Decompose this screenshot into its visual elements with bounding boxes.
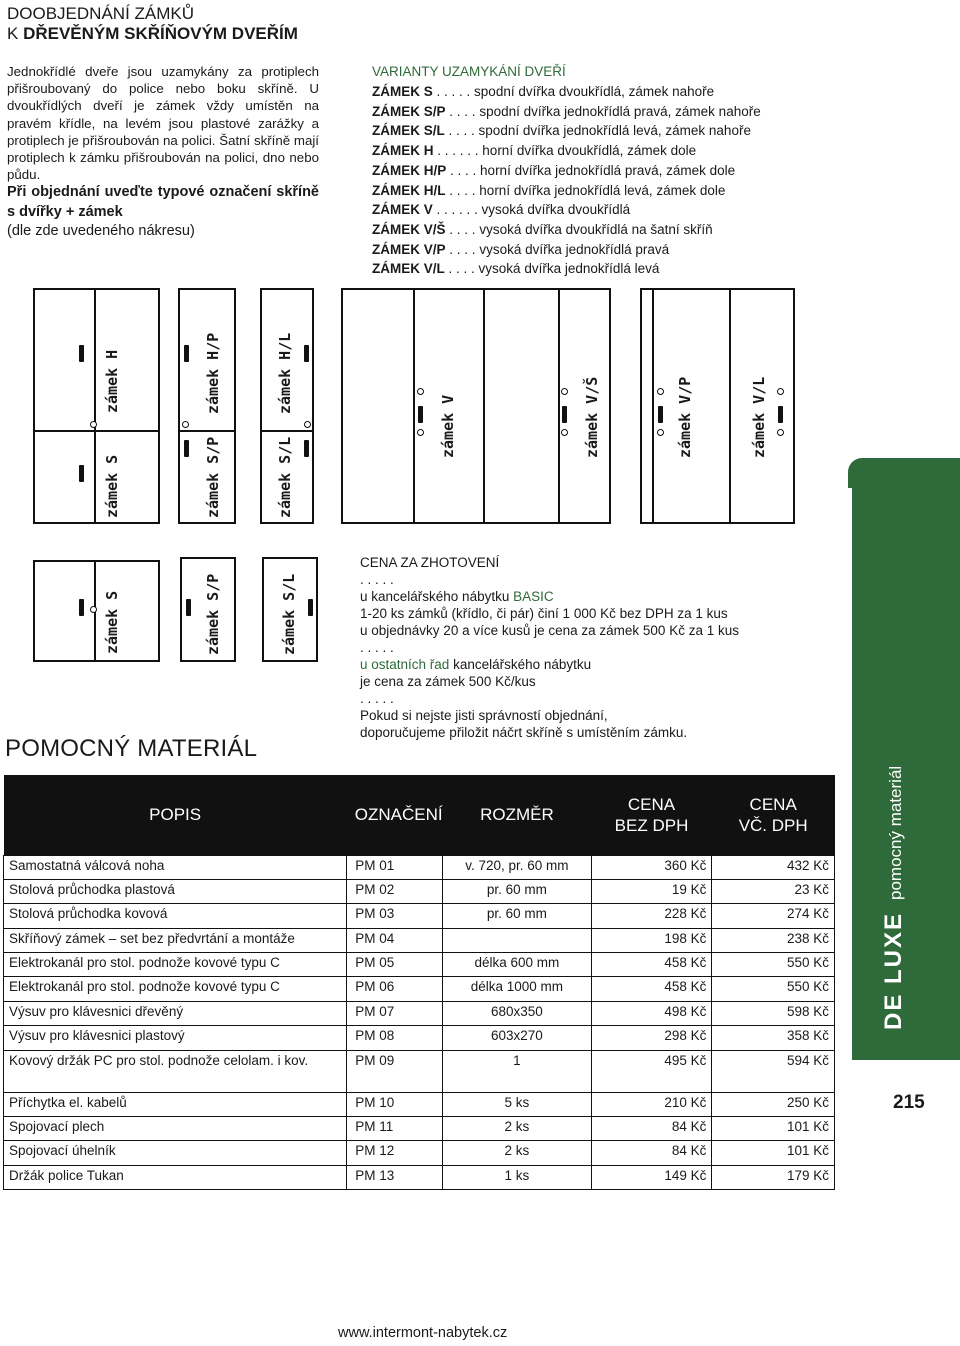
label-zamek-v: zámek V — [439, 394, 457, 458]
order-note-normal: (dle zde uvedeného nákresu) — [7, 223, 195, 239]
cell-cena-vc-dph: 358 Kč — [712, 1026, 835, 1050]
table-row — [4, 1050, 835, 1092]
cell-cena-bez-dph: 149 Kč — [591, 1165, 712, 1189]
cell-popis: Stolová průchodka kovová — [4, 904, 347, 928]
cell-oznaceni: PM 02 — [347, 879, 443, 903]
cell-cena-vc-dph: 594 Kč — [712, 1050, 835, 1092]
variant-item: ZÁMEK V/Š . . . . vysoká dvířka dvoukřídlá na šatní skříň — [372, 221, 713, 237]
cell-cena-vc-dph: 274 Kč — [712, 904, 835, 928]
header-rozmer: ROZMĚR — [443, 775, 592, 855]
cell-cena-bez-dph: 495 Kč — [591, 1050, 712, 1092]
label-zamek-sp-2: zámek S/P — [204, 573, 222, 655]
price-heading: CENA ZA ZHOTOVENÍ — [360, 555, 500, 570]
variant-item: ZÁMEK S . . . . . spodní dvířka dvoukřídlá, zámek nahoře — [372, 84, 715, 99]
cell-popis: Elektrokanál pro stol. podnože kovové typu C — [4, 953, 347, 977]
cabinet-diagram-v-vs — [341, 288, 611, 524]
cell-cena-vc-dph: 179 Kč — [712, 1165, 835, 1189]
variants-list — [372, 82, 761, 279]
label-zamek-sp: zámek S/P — [204, 436, 222, 518]
cell-popis: Spojovací plech — [4, 1117, 347, 1141]
variant-item: ZÁMEK S/L . . . . spodní dvířka jednokřídlá levá, zámek nahoře — [372, 123, 751, 139]
cell-popis: Stolová průchodka plastová — [4, 879, 347, 903]
table-row — [4, 904, 835, 928]
label-zamek-hp: zámek H/P — [204, 332, 222, 414]
cell-rozmer: délka 600 mm — [443, 953, 592, 977]
cell-rozmer: v. 720, pr. 60 mm — [443, 855, 592, 879]
cell-rozmer — [443, 928, 592, 952]
variant-item: ZÁMEK V/L . . . . vysoká dvířka jednokřídlá levá — [372, 261, 660, 277]
cell-oznaceni: PM 05 — [347, 953, 443, 977]
cell-cena-bez-dph: 498 Kč — [591, 1001, 712, 1025]
cabinet-diagram-hl-sl — [260, 288, 314, 524]
cell-popis: Spojovací úhelník — [4, 1141, 347, 1165]
cell-rozmer: 603x270 — [443, 1026, 592, 1050]
order-note — [7, 183, 319, 242]
cell-oznaceni: PM 07 — [347, 1001, 443, 1025]
cell-cena-vc-dph: 550 Kč — [712, 977, 835, 1001]
cabinet-diagram-vp-vl — [640, 288, 795, 524]
label-zamek-h: zámek H — [103, 349, 121, 413]
price-separator-2: . . . . . — [360, 640, 394, 655]
cell-rozmer: 5 ks — [443, 1092, 592, 1116]
cell-oznaceni: PM 09 — [347, 1050, 443, 1092]
cell-cena-bez-dph: 198 Kč — [591, 928, 712, 952]
cell-popis: Samostatná válcová noha — [4, 855, 347, 879]
cell-cena-vc-dph: 250 Kč — [712, 1092, 835, 1116]
price-line-7: doporučujeme přiložit náčrt skříně s umístěním zámku. — [360, 725, 688, 740]
footer-url[interactable]: www.intermont-nabytek.cz — [338, 1325, 508, 1341]
cell-popis: Výsuv pro klávesnici plastový — [4, 1026, 347, 1050]
table-row — [4, 953, 835, 977]
page-number: 215 — [893, 1092, 925, 1113]
cell-oznaceni: PM 03 — [347, 904, 443, 928]
cell-rozmer: délka 1000 mm — [443, 977, 592, 1001]
price-line-basic: u kancelářského nábytku BASIC — [360, 589, 554, 604]
cabinet-diagram-s — [33, 560, 160, 662]
cabinet-diagram-sl — [262, 557, 318, 662]
cabinet-diagram-h-s — [33, 288, 160, 524]
cell-rozmer: 1 ks — [443, 1165, 592, 1189]
cell-rozmer: 680x350 — [443, 1001, 592, 1025]
cell-popis: Příchytka el. kabelů — [4, 1092, 347, 1116]
price-line-6: Pokud si nejste jisti správností objednání, — [360, 708, 608, 723]
label-zamek-sl-2: zámek S/L — [280, 573, 298, 655]
cell-oznaceni: PM 01 — [347, 855, 443, 879]
variant-item: ZÁMEK V . . . . . . vysoká dvířka dvoukřídlá — [372, 202, 631, 218]
cell-cena-bez-dph: 298 Kč — [591, 1026, 712, 1050]
price-line-2: 1-20 ks zámků (křídlo, či pár) činí 1 000 Kč bez DPH za 1 kus — [360, 606, 728, 621]
cell-cena-vc-dph: 598 Kč — [712, 1001, 835, 1025]
variant-item: ZÁMEK H . . . . . . horní dvířka dvoukřídlá, zámek dole — [372, 143, 697, 159]
section-title: POMOCNÝ MATERIÁL — [5, 735, 258, 762]
header-popis: POPIS — [4, 775, 347, 855]
cell-popis: Držák police Tukan — [4, 1165, 347, 1189]
brand-name: DE LUXE — [880, 911, 907, 1030]
header-cena-bez-dph: CENA BEZ DPH — [591, 775, 712, 855]
header-cena-vc-dph: CENA VČ. DPH — [712, 775, 835, 855]
cell-cena-vc-dph: 238 Kč — [712, 928, 835, 952]
cabinet-diagram-sp — [180, 557, 236, 662]
table-row — [4, 1026, 835, 1050]
cell-popis: Elektrokanál pro stol. podnože kovové typu C — [4, 977, 347, 1001]
header-oznaceni: OZNAČENÍ — [347, 775, 443, 855]
label-zamek-s: zámek S — [103, 454, 121, 518]
cell-cena-bez-dph: 228 Kč — [591, 904, 712, 928]
label-zamek-sl: zámek S/L — [276, 436, 294, 518]
cell-cena-bez-dph: 84 Kč — [591, 1117, 712, 1141]
price-line-other: u ostatních řad kancelářského nábytku — [360, 657, 592, 672]
cell-cena-bez-dph: 458 Kč — [591, 953, 712, 977]
material-table — [3, 775, 835, 1190]
table-row — [4, 855, 835, 879]
cell-cena-vc-dph: 23 Kč — [712, 879, 835, 903]
cell-oznaceni: PM 13 — [347, 1165, 443, 1189]
table-row — [4, 879, 835, 903]
category-name: pomocný materiál — [886, 765, 905, 900]
page-title-line2: K DŘEVĚNÝM SKŘÍŇOVÝM DVEŘÍM — [7, 24, 298, 43]
variants-heading: VARIANTY UZAMYKÁNÍ DVEŘÍ — [372, 64, 566, 79]
variant-item: ZÁMEK H/P . . . . horní dvířka jednokřídlá pravá, zámek dole — [372, 162, 736, 178]
cell-popis: Skříňový zámek – set bez předvrtání a montáže — [4, 928, 347, 952]
label-zamek-vp: zámek V/P — [676, 376, 694, 458]
cell-rozmer: pr. 60 mm — [443, 879, 592, 903]
cell-oznaceni: PM 11 — [347, 1117, 443, 1141]
variant-item: ZÁMEK S/P . . . . spodní dvířka jednokřídlá pravá, zámek nahoře — [372, 103, 761, 119]
price-line-3: u objednávky 20 a více kusů je cena za zámek 500 Kč za 1 kus — [360, 623, 739, 638]
cell-cena-bez-dph: 458 Kč — [591, 977, 712, 1001]
table-header-row — [4, 775, 835, 855]
cell-rozmer: 2 ks — [443, 1141, 592, 1165]
label-zamek-vs: zámek V/Š — [583, 376, 601, 458]
table-row — [4, 1092, 835, 1116]
cell-oznaceni: PM 04 — [347, 928, 443, 952]
cell-cena-bez-dph: 360 Kč — [591, 855, 712, 879]
table-row — [4, 977, 835, 1001]
cell-oznaceni: PM 10 — [347, 1092, 443, 1116]
cell-rozmer: 1 — [443, 1050, 592, 1092]
side-tab-label — [880, 766, 908, 1030]
cell-cena-bez-dph: 210 Kč — [591, 1092, 712, 1116]
table-row — [4, 1141, 835, 1165]
table-body — [4, 855, 835, 1190]
label-zamek-hl: zámek H/L — [276, 332, 294, 414]
cabinet-diagram-hp-sp — [178, 288, 236, 524]
cell-cena-vc-dph: 101 Kč — [712, 1117, 835, 1141]
table-row — [4, 1165, 835, 1189]
cell-cena-vc-dph: 432 Kč — [712, 855, 835, 879]
cell-cena-bez-dph: 84 Kč — [591, 1141, 712, 1165]
cell-cena-vc-dph: 550 Kč — [712, 953, 835, 977]
cell-cena-vc-dph: 101 Kč — [712, 1141, 835, 1165]
cell-rozmer: 2 ks — [443, 1117, 592, 1141]
cell-popis: Výsuv pro klávesnici dřevěný — [4, 1001, 347, 1025]
price-info — [360, 554, 760, 741]
cell-rozmer: pr. 60 mm — [443, 904, 592, 928]
cell-oznaceni: PM 12 — [347, 1141, 443, 1165]
price-line-5: je cena za zámek 500 Kč/kus — [360, 674, 536, 689]
table-row — [4, 1001, 835, 1025]
price-separator: . . . . . — [360, 572, 394, 587]
label-zamek-s-2: zámek S — [103, 590, 121, 654]
intro-paragraph: Jednokřídlé dveře jsou uzamykány za protiplech přišroubovaný do police nebo boku skříně. U dvoukřídlých dveří je zámek vždy umístěn na pravém křídle, na levém jsou plastové zarážky a protiplech je přišroubován na polici. Šatní skříně mají protiplech k zámku přišroubován na polici, dno nebo půdu. — [7, 64, 319, 183]
variant-item: ZÁMEK H/L . . . . horní dvířka jednokřídlá levá, zámek dole — [372, 182, 726, 198]
table-row — [4, 1117, 835, 1141]
cell-oznaceni: PM 08 — [347, 1026, 443, 1050]
cell-oznaceni: PM 06 — [347, 977, 443, 1001]
price-separator-3: . . . . . — [360, 691, 394, 706]
page-title-line1: DOOBJEDNÁNÍ ZÁMKŮ — [7, 4, 195, 23]
variant-item: ZÁMEK V/P . . . . vysoká dvířka jednokřídlá pravá — [372, 241, 670, 257]
cell-popis: Kovový držák PC pro stol. podnože celolam. i kov. — [4, 1050, 347, 1092]
table-row — [4, 928, 835, 952]
label-zamek-vl: zámek V/L — [750, 376, 768, 458]
cell-cena-bez-dph: 19 Kč — [591, 879, 712, 903]
order-note-bold: Při objednání uveďte typové označení skříně s dvířky + zámek — [7, 184, 319, 220]
